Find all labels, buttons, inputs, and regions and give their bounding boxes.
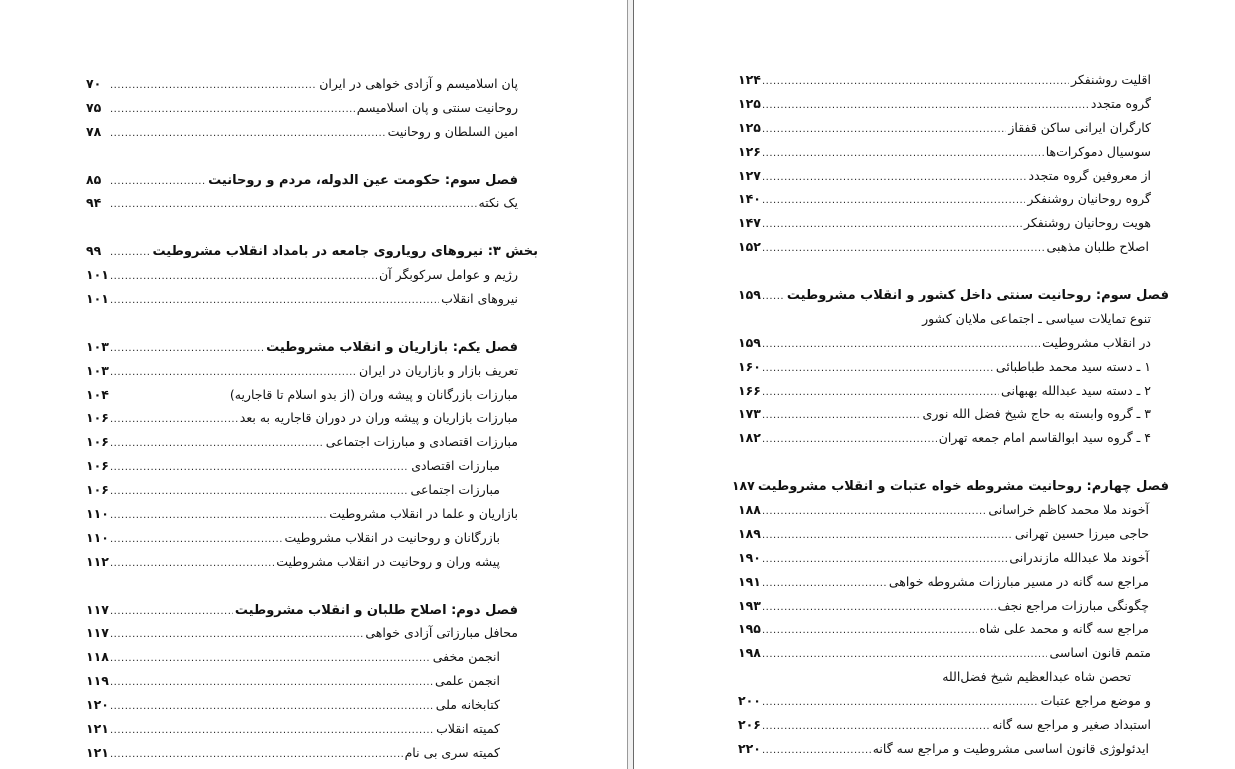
- dot-leader: [762, 428, 937, 452]
- toc-page-number: ۱۹۵: [738, 621, 761, 637]
- toc-entry: [86, 287, 538, 311]
- dot-leader: [110, 528, 282, 552]
- toc-entry: [738, 522, 1169, 546]
- dot-leader: [110, 193, 477, 217]
- toc-page-number: ۱۲۴: [738, 72, 761, 87]
- toc-heading: [86, 598, 538, 622]
- toc-entry-title: مبارزات اقتصادی و مبارزات اجتماعی: [325, 434, 518, 450]
- dot-leader: [762, 500, 986, 524]
- dot-leader: [110, 337, 264, 361]
- toc-entry: [738, 164, 1169, 188]
- toc-page-number: ۱۸۷: [731, 478, 755, 494]
- dot-leader: [110, 504, 327, 528]
- toc-page-number: ۱۷۳: [738, 406, 761, 422]
- dot-leader: [762, 237, 1045, 261]
- dot-leader: [110, 600, 233, 624]
- dot-leader: [762, 524, 1013, 548]
- toc-entry: [738, 665, 1169, 689]
- toc-entry-title: بازاریان و علما در انقلاب مشروطیت: [329, 506, 518, 522]
- toc-entry: [738, 355, 1169, 379]
- toc-page-number: ۱۸۸: [738, 502, 761, 518]
- toc-entry-title: کارگران ایرانی ساکن قفقاز: [1008, 119, 1151, 135]
- toc-entry-title: فصل یکم: بازاریان و انقلاب مشروطیت: [266, 339, 518, 355]
- toc-entry: [86, 191, 538, 215]
- toc-entry: [738, 211, 1169, 235]
- toc-entry-title: سوسیال دموکرات‌ها: [1045, 143, 1151, 159]
- dot-leader: [110, 671, 433, 695]
- toc-page-number: ۱۲۶: [738, 143, 761, 159]
- dot-leader: [762, 189, 1025, 213]
- dot-leader: [762, 94, 1089, 118]
- toc-entry-title: ۱ ـ دسته سید محمد طباطبائی: [995, 358, 1151, 374]
- toc-entry: [86, 741, 538, 765]
- toc-entry-title: ۴ ـ گروه سید ابوالقاسم امام جمعه تهران: [938, 430, 1151, 446]
- toc-entry-title: ۲ ـ دسته سید عبدالله بهبهانی: [1001, 382, 1151, 398]
- toc-page-number: ۱۰۴: [86, 386, 109, 402]
- toc-entry: [86, 120, 538, 144]
- toc-entry-title: اقلیت روشنفکر: [1070, 72, 1151, 87]
- toc-entry-title: فصل سوم: حکومت عین الدوله، مردم و روحانیت: [208, 172, 518, 188]
- right-page: [637, 0, 1235, 769]
- dot-leader: [762, 118, 1006, 142]
- toc-page-number: ۸۵: [86, 171, 102, 187]
- dot-leader: [762, 357, 994, 381]
- toc-entry-title: نیروهای انقلاب: [441, 291, 518, 307]
- toc-entry: [86, 72, 538, 96]
- toc-page-number: ۱۰۱: [86, 267, 109, 283]
- toc-entry: [738, 68, 1169, 92]
- toc-entry: [86, 550, 538, 574]
- dot-leader: [110, 552, 274, 576]
- toc-page-number: ۱۰۳: [86, 338, 109, 354]
- toc-entry-title: مبارزات اجتماعی: [410, 482, 500, 498]
- toc-entry-title: اصلاح طلبان مذهبی: [1046, 239, 1149, 255]
- toc-entry: [738, 546, 1169, 570]
- dot-leader: [762, 715, 990, 739]
- toc-page-number: ۷۸: [86, 123, 102, 139]
- dot-leader: [762, 739, 871, 763]
- dot-leader: [110, 361, 357, 385]
- toc-entry: [86, 406, 538, 430]
- toc-entry-title: پیشه وران و روحانیت در انقلاب مشروطیت: [276, 553, 500, 569]
- toc-entry-title: تحصن شاه عبدالعظیم شیخ فضل‌الله: [942, 669, 1131, 685]
- dot-leader: [110, 265, 377, 289]
- toc-page-number: ۱۸۹: [738, 525, 761, 541]
- toc-entry-title: گروه روحانیان روشنفکر: [1027, 191, 1151, 207]
- toc-entry-title: پان اسلامیسم و آزادی خواهی در ایران: [319, 76, 518, 91]
- toc-page-number: ۱۰۳: [86, 362, 109, 378]
- toc-entry: [738, 235, 1169, 259]
- toc-entry-title: مراجع سه گانه در مسیر مبارزات مشروطه خواهی: [888, 573, 1149, 589]
- toc-entry-title: حاجی میرزا حسین تهرانی: [1014, 525, 1149, 541]
- toc-entry-title: ایدئولوژی قانون اساسی مشروطیت و مراجع سه گانه: [872, 740, 1149, 756]
- toc-page-number: ۱۲۰: [86, 697, 109, 713]
- toc-entry: [738, 713, 1169, 737]
- toc-entry: [86, 717, 538, 741]
- dot-leader: [762, 404, 921, 428]
- toc-entry-title: هویت روحانیان روشنفکر: [1023, 215, 1151, 231]
- toc-entry: [738, 737, 1169, 761]
- toc-heading: [86, 239, 538, 263]
- toc-page-number: ۱۲۵: [738, 119, 761, 135]
- dot-leader: [762, 70, 1069, 94]
- toc-page-number: ۱۱۲: [86, 553, 109, 569]
- toc-spacer: [86, 574, 538, 598]
- toc-page-number: ۱۲۱: [86, 721, 109, 737]
- toc-entry-title: محافل مبارزاتی آزادی خواهی: [365, 625, 518, 641]
- toc-entry: [738, 594, 1169, 618]
- toc-heading: [738, 283, 1169, 307]
- toc-page-number: ۱۴۷: [738, 215, 761, 231]
- toc-page-number: ۲۲۰: [738, 740, 761, 756]
- toc-entry: [86, 669, 538, 693]
- toc-entry-title: از معروفین گروه متجدد: [1028, 167, 1151, 183]
- toc-entry-title: انجمن مخفی: [432, 649, 500, 665]
- toc-page-number: ۱۶۶: [738, 382, 761, 398]
- toc-page-number: ۱۰۶: [86, 458, 109, 474]
- dot-leader: [762, 572, 887, 596]
- toc-heading: [731, 474, 1169, 498]
- toc-entry: [738, 331, 1169, 355]
- toc-entry: [86, 96, 538, 120]
- toc-entry-title: تنوع تمایلات سیاسی ـ اجتماعی ملایان کشور: [922, 310, 1151, 326]
- toc-entry-title: کمیته سری بی نام: [404, 744, 500, 760]
- dot-leader: [762, 596, 996, 620]
- toc-entry-title: انجمن علمی: [435, 673, 500, 689]
- toc-entry: [86, 526, 538, 550]
- dot-leader: [110, 623, 363, 647]
- toc-page-number: ۱۹۳: [738, 597, 761, 613]
- toc-entry: [738, 92, 1169, 116]
- toc-page-number: ۷۰: [86, 76, 102, 91]
- toc-page-number: ۱۲۷: [738, 167, 761, 183]
- toc-page-number: ۱۹۰: [738, 549, 761, 565]
- toc-entry-title: مبارزات بازرگانان و پیشه وران (از بدو اسلام تا قاجاریه): [229, 386, 518, 402]
- toc-entry: [738, 570, 1169, 594]
- dot-leader: [110, 647, 431, 671]
- dot-leader: [110, 456, 409, 480]
- dot-leader: [110, 74, 317, 98]
- dot-leader: [110, 743, 403, 767]
- dot-leader: [762, 142, 1044, 166]
- toc-entry-title: و موضع مراجع عتبات: [1040, 693, 1151, 709]
- dot-leader: [110, 289, 439, 313]
- toc-page-number: ۹۴: [86, 195, 102, 211]
- toc-entry-title: آخوند ملا عبدالله مازندرانی: [1009, 549, 1149, 565]
- toc-entry-title: در انقلاب مشروطیت: [1042, 334, 1151, 350]
- toc-entry: [86, 693, 538, 717]
- dot-leader: [110, 170, 206, 194]
- dot-leader: [110, 98, 355, 122]
- toc-entry: [86, 263, 538, 287]
- toc-entry: [738, 187, 1169, 211]
- toc-page-number: ۱۰۶: [86, 482, 109, 498]
- toc-spacer: [86, 215, 538, 239]
- toc-page-number: ۱۰۶: [86, 434, 109, 450]
- dot-leader: [110, 432, 324, 456]
- toc-entry-title: آخوند ملا محمد کاظم خراسانی: [988, 502, 1149, 518]
- toc-entry-title: فصل سوم: روحانیت سنتی داخل کشور و انقلاب مشروطیت: [786, 288, 1169, 304]
- toc-page-number: ۲۰۶: [738, 717, 761, 733]
- toc-entry: [738, 641, 1169, 665]
- toc-entry-title: بازرگانان و روحانیت در انقلاب مشروطیت: [284, 529, 500, 545]
- dot-leader: [762, 166, 1027, 190]
- toc-page-number: ۱۲۱: [86, 744, 109, 760]
- toc-heading: [86, 168, 538, 192]
- dot-leader: [762, 643, 1047, 667]
- toc-entry: [738, 116, 1169, 140]
- toc-entry: [86, 645, 538, 669]
- toc-page-number: ۱۱۰: [86, 506, 109, 522]
- toc-page-number: ۱۱۷: [86, 625, 109, 641]
- toc-page-number: ۱۱۷: [86, 601, 109, 617]
- toc-entry: [738, 402, 1169, 426]
- toc-page-number: ۱۱۰: [86, 529, 109, 545]
- toc-entry: [738, 498, 1169, 522]
- dot-leader: [110, 408, 238, 432]
- toc-entry-title: مبارزات بازاریان و پیشه وران در دوران قاجاریه به بعد: [239, 410, 518, 426]
- toc-entry-title: چگونگی مبارزات مراجع نجف: [997, 597, 1149, 613]
- toc-entry-title: متمم قانون اساسی: [1049, 645, 1151, 661]
- toc-page-number: ۲۰۰: [738, 693, 761, 709]
- spine-edge-right: [633, 0, 634, 769]
- toc-entry-title: مبارزات اقتصادی: [411, 458, 500, 474]
- toc-entry-title: استبداد صغیر و مراجع سه گانه: [992, 717, 1151, 733]
- dot-leader: [110, 122, 386, 146]
- toc-page-number: ۱۵۹: [738, 287, 761, 303]
- toc-entry: [86, 454, 538, 478]
- dot-leader: [762, 381, 999, 405]
- toc-page-number: ۱۲۵: [738, 95, 761, 111]
- toc-entry-title: فصل دوم: اصلاح طلبان و انقلاب مشروطیت: [234, 602, 518, 618]
- toc-page-number: ۱۴۰: [738, 191, 761, 207]
- toc-page-number: ۱۵۹: [738, 334, 761, 350]
- toc-entry: [86, 502, 538, 526]
- toc-page-number: ۱۱۹: [86, 673, 109, 689]
- toc-entry-title: کمیته انقلاب: [436, 721, 500, 737]
- toc-entry-title: گروه متجدد: [1090, 95, 1151, 111]
- dot-leader: [762, 213, 1022, 237]
- dot-leader: [762, 548, 1007, 572]
- toc-page-number: ۱۵۲: [738, 239, 761, 255]
- toc-page-number: ۱۰۱: [86, 291, 109, 307]
- toc-entry: [738, 140, 1169, 164]
- toc-entry: [86, 621, 538, 645]
- toc-page-number: ۹۹: [86, 243, 102, 259]
- toc-list-left: [86, 72, 538, 765]
- dot-leader: [110, 241, 151, 265]
- dot-leader: [762, 619, 977, 643]
- toc-heading: [86, 335, 538, 359]
- dot-leader: [762, 285, 785, 309]
- toc-entry: [86, 383, 538, 407]
- toc-entry: [738, 617, 1169, 641]
- toc-entry-title: کتابخانه ملی: [435, 697, 500, 713]
- toc-entry-title: تعریف بازار و بازاریان در ایران: [359, 362, 518, 378]
- toc-page-number: ۷۵: [86, 99, 102, 115]
- toc-entry: [86, 430, 538, 454]
- toc-page-number: ۱۹۸: [738, 645, 761, 661]
- toc-spacer: [738, 450, 1169, 474]
- toc-page-number: ۱۱۸: [86, 649, 109, 665]
- toc-page-number: ۱۰۶: [86, 410, 109, 426]
- toc-entry-title: امین السلطان و روحانیت: [387, 123, 518, 139]
- dot-leader: [762, 333, 1040, 357]
- dot-leader: [110, 480, 409, 504]
- dot-leader: [762, 691, 1039, 715]
- toc-entry-title: یک نکته: [478, 195, 518, 211]
- toc-spacer: [738, 259, 1169, 283]
- toc-page-number: ۱۶۰: [738, 358, 761, 374]
- toc-entry: [86, 478, 538, 502]
- toc-entry-title: بخش ۳: نیروهای رویاروی جامعه در بامداد انقلاب مشروطیت: [152, 244, 538, 260]
- toc-entry-title: رژیم و عوامل سرکوبگر آن: [378, 267, 518, 283]
- toc-list-right: [731, 68, 1169, 761]
- toc-spacer: [86, 144, 538, 168]
- toc-entry: [738, 689, 1169, 713]
- toc-entry-title: ۳ ـ گروه وابسته به حاج شیخ فضل الله نوری: [922, 406, 1151, 422]
- toc-entry: [738, 426, 1169, 450]
- toc-entry-title: مراجع سه گانه و محمد علی شاه: [979, 621, 1149, 637]
- dot-leader: [110, 695, 434, 719]
- toc-entry: [738, 379, 1169, 403]
- toc-page-number: ۱۹۱: [738, 573, 761, 589]
- toc-page-number: ۱۸۲: [738, 430, 761, 446]
- toc-entry-title: روحانیت سنتی و پان اسلامیسم: [356, 99, 518, 115]
- dot-leader: [110, 719, 434, 743]
- toc-entry-title: فصل چهارم: روحانیت مشروطه خواه عتبات و انقلاب مشروطیت: [757, 479, 1169, 495]
- toc-entry: [738, 307, 1169, 331]
- spine-edge-left: [627, 0, 628, 769]
- toc-spacer: [86, 311, 538, 335]
- toc-entry: [86, 359, 538, 383]
